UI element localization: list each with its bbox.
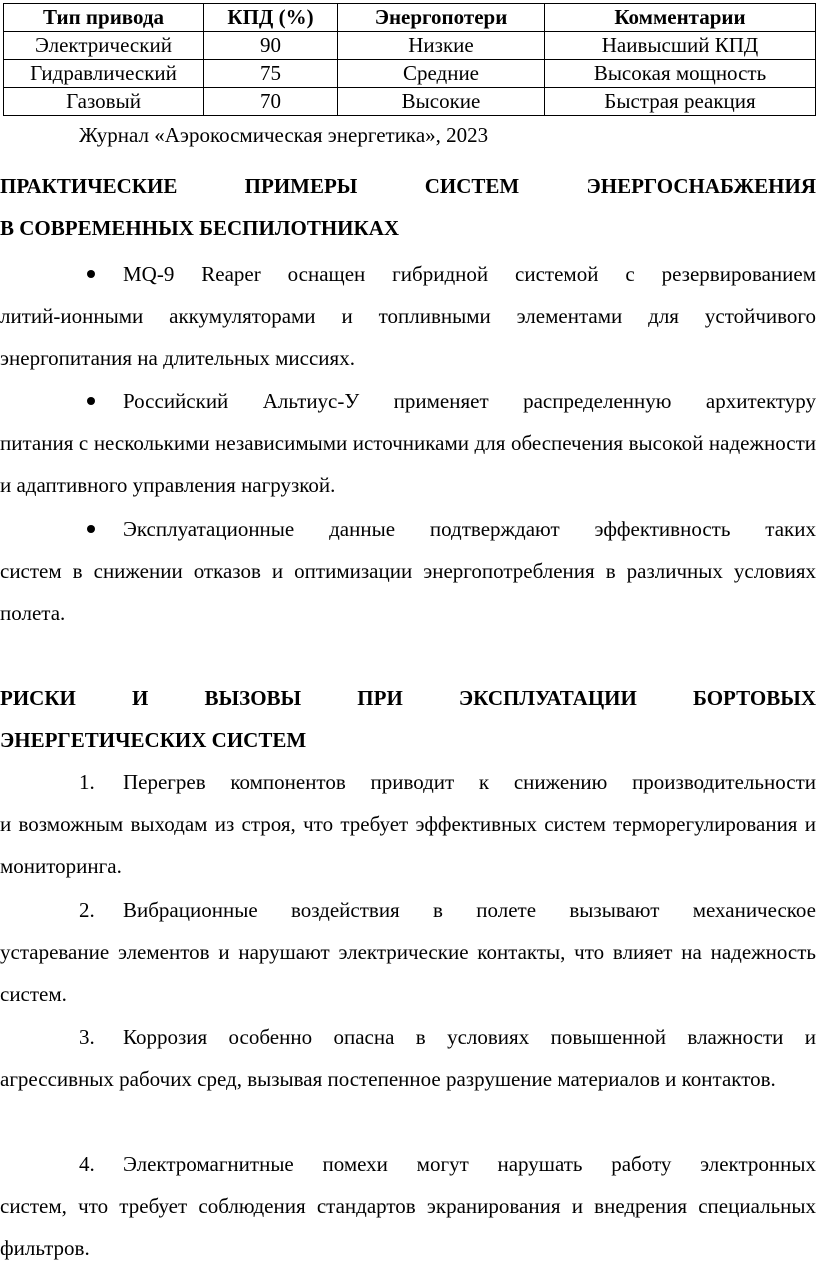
heading-line: В СОВРЕМЕННЫХ БЕСПИЛОТНИКАХ xyxy=(0,216,400,240)
heading-line: РИСКИ И ВЫЗОВЫ ПРИ ЭКСПЛУАТАЦИИ БОРТОВЫХ xyxy=(0,686,816,710)
item-number: 2. xyxy=(79,898,95,922)
numbered-item xyxy=(0,761,816,887)
table-cell: Средние xyxy=(338,60,545,88)
bullet-first-line: Эксплуатационные данные подтверждают эффективность таких xyxy=(123,517,816,541)
table-cell: Высокая мощность xyxy=(545,60,816,88)
table-header-cell: Тип привода xyxy=(4,4,204,32)
bullet-item xyxy=(0,253,816,379)
item-first-line: Электромагнитные помехи могут нарушать работу электронных xyxy=(123,1152,816,1176)
bullet-first-line: MQ-9 Reaper оснащен гибридной системой с резервированием xyxy=(123,262,816,286)
item-continuation: устаревание элементов и нарушают электрические контакты, что влияет на надежность систем. xyxy=(0,940,816,1006)
bullet-item xyxy=(0,508,816,634)
item-continuation: систем, что требует соблюдения стандартов экранирования и внедрения специальных фильтров. xyxy=(0,1194,816,1260)
section-heading-risks xyxy=(0,677,816,761)
section-heading-examples xyxy=(0,165,816,249)
table-cell: Быстрая реакция xyxy=(545,88,816,116)
bullet-continuation: литий-ионными аккумуляторами и топливными элементами для устойчивого энергопитания на длительных миссиях. xyxy=(0,304,816,370)
table-header-row xyxy=(4,4,816,32)
table-cell: 75 xyxy=(204,60,338,88)
item-first-line: Перегрев компонентов приводит к снижению производительности xyxy=(123,770,816,794)
table-cell: Гидравлический xyxy=(4,60,204,88)
item-number: 1. xyxy=(79,770,95,794)
bullet-item xyxy=(0,380,816,506)
item-number: 3. xyxy=(79,1025,95,1049)
table-cell: 70 xyxy=(204,88,338,116)
item-continuation: агрессивных рабочих сред, вызывая постепенное разрушение материалов и контактов. xyxy=(0,1067,776,1091)
item-number: 4. xyxy=(79,1152,95,1176)
item-first-line: Коррозия особенно опасна в условиях повышенной влажности и xyxy=(123,1025,816,1049)
table-cell: Низкие xyxy=(338,32,545,60)
table-row xyxy=(4,32,816,60)
table-caption: Журнал «Аэрокосмическая энергетика», 2023 xyxy=(79,123,489,147)
table-header-cell: Энергопотери xyxy=(338,4,545,32)
item-continuation: и возможным выходам из строя, что требует эффективных систем терморегулирования и мониторинга. xyxy=(0,812,816,878)
table-cell: Газовый xyxy=(4,88,204,116)
numbered-item xyxy=(0,1143,816,1269)
table-header-cell: Комментарии xyxy=(545,4,816,32)
bullet-continuation: систем в снижении отказов и оптимизации энергопотребления в различных условиях полета. xyxy=(0,559,816,625)
heading-line: ЭНЕРГЕТИЧЕСКИХ СИСТЕМ xyxy=(0,728,307,752)
heading-line: ПРАКТИЧЕСКИЕ ПРИМЕРЫ СИСТЕМ ЭНЕРГОСНАБЖЕНИЯ xyxy=(0,174,816,198)
bullet-first-line: Российский Альтиус-У применяет распределенную архитектуру xyxy=(123,389,816,413)
table-cell: Электрический xyxy=(4,32,204,60)
table-row xyxy=(4,60,816,88)
numbered-item xyxy=(0,889,816,1015)
drive-comparison-table xyxy=(3,3,816,116)
numbered-item xyxy=(0,1016,816,1100)
table-cell: Высокие xyxy=(338,88,545,116)
bullet-continuation: питания с несколькими независимыми источниками для обеспечения высокой надежности и адаптивного управления нагрузкой. xyxy=(0,431,816,497)
table-row xyxy=(4,88,816,116)
table-header-cell: КПД (%) xyxy=(204,4,338,32)
table-cell: 90 xyxy=(204,32,338,60)
item-first-line: Вибрационные воздействия в полете вызывают механическое xyxy=(123,898,816,922)
table-cell: Наивысший КПД xyxy=(545,32,816,60)
